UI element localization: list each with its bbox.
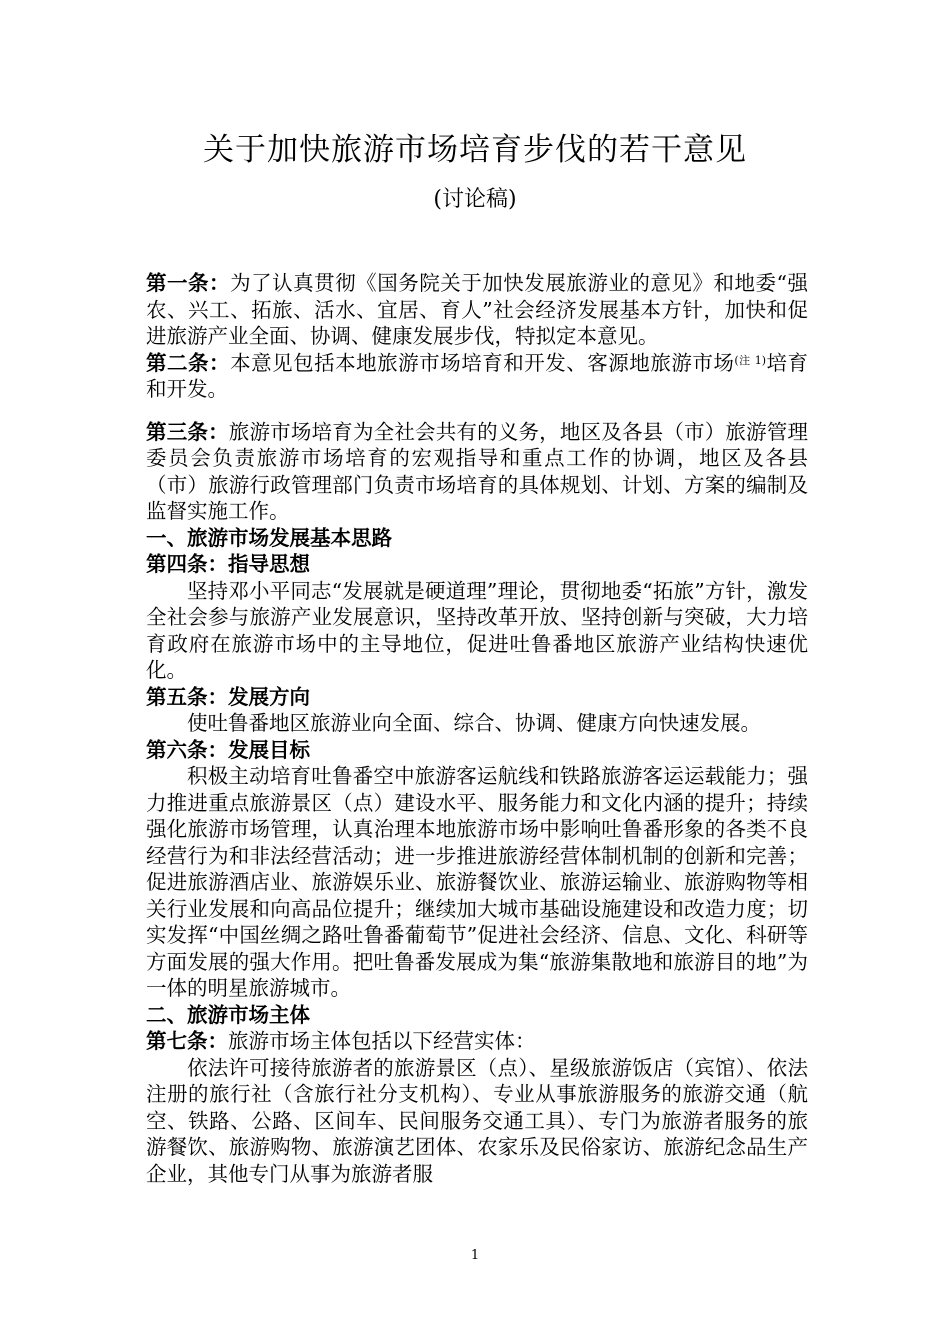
section-2-heading: 二、旅游市场主体: [146, 1002, 310, 1027]
article-4-body: 坚持邓小平同志“发展就是硬道理”理论，贯彻地委“拓旅”方针，激发全社会参与旅游产业发展意识，坚持改革开放、坚持创新与突破，大力培育政府在旅游市场中的主导地位，促进吐鲁番地区旅游产业结构快速优化。: [146, 578, 808, 682]
article-2-label: 第二条：: [146, 350, 231, 375]
article-7-body: 依法许可接待旅游者的旅游景区（点）、星级旅游饭店（宾馆）、依法注册的旅行社（含旅行社分支机构）、专业从事旅游服务的旅游交通（航空、铁路、公路、区间车、民间服务交通工具）、专门为旅游者服务的旅游餐饮、旅游购物、旅游演艺团体、农家乐及民俗家访、旅游纪念品生产企业，其他专门从事为旅游者服: [146, 1055, 808, 1186]
article-2: [146, 350, 808, 403]
article-4-heading: 第四条：指导思想: [146, 552, 310, 576]
article-5-heading: 第五条：发展方向: [146, 684, 310, 709]
article-6-heading: 第六条：发展目标: [146, 737, 310, 762]
document-subtitle: (讨论稿): [433, 187, 517, 212]
article-1: [146, 270, 808, 350]
article-1-label: 第一条：: [146, 271, 231, 295]
article-5-body: 使吐鲁番地区旅游业向全面、综合、协调、健康方向快速发展。: [187, 711, 761, 735]
section-1-heading: 一、旅游市场发展基本思路: [146, 525, 392, 550]
article-7: [146, 1028, 808, 1055]
article-2-text: 本意见包括本地旅游市场培育和开发、客源地旅游市场: [230, 350, 735, 375]
article-7-text: 旅游市场主体包括以下经营实体：: [228, 1029, 536, 1053]
article-7-label: 第七条：: [146, 1029, 228, 1053]
article-1-text: 为了认真贯彻《国务院关于加快发展旅游业的意见》和地委“强农、兴工、拓旅、活水、宜居、育人”社会经济发展基本方针，加快和促进旅游产业全面、协调、健康发展步伐，特拟定本意见。: [146, 271, 809, 348]
article-3: [146, 419, 808, 525]
page-number: 1: [470, 1248, 480, 1263]
article-3-label: 第三条：: [146, 419, 229, 444]
footnote-marker: (注 1): [734, 353, 766, 367]
article-3-text: 旅游市场培育为全社会共有的义务，地区及各县（市）旅游管理委员会负责旅游市场培育的宏观指导和重点工作的协调，地区及各县（市）旅游行政管理部门负责市场培育的具体规划、计划、方案的编制及监督实施工作。: [146, 419, 809, 523]
article-2-text-cont: 培育和开发。: [146, 350, 809, 401]
document-body: [146, 270, 808, 1187]
document-title: 关于加快旅游市场培育步伐的若干意见: [203, 132, 747, 168]
article-6-body: 积极主动培育吐鲁番空中旅游客运航线和铁路旅游客运运载能力；强力推进重点旅游景区（点）建设水平、服务能力和文化内涵的提升；持续强化旅游市场管理，认真治理本地旅游市场中影响吐鲁番形象的各类不良经营行为和非法经营活动；进一步推进旅游经营体制机制的创新和完善；促进旅游酒店业、旅游娱乐业、旅游餐饮业、旅游运输业、旅游购物等相关行业发展和向高品位提升；继续加大城市基础设施建设和改造力度；切实发挥“中国丝绸之路吐鲁番葡萄节”促进社会经济、信息、文化、科研等方面发展的强大作用。把吐鲁番发展成为集“旅游集散地和旅游目的地”为一体的明星旅游城市。: [146, 764, 808, 1000]
